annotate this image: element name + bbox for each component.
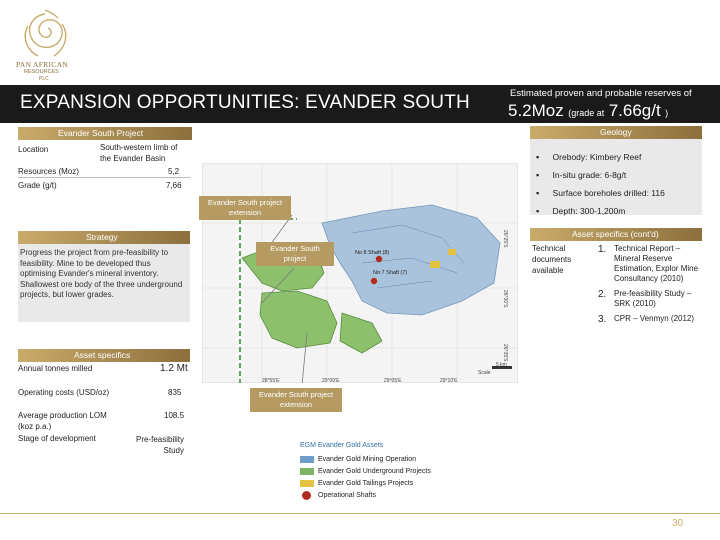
bullet-icon: ▪: [536, 188, 540, 198]
page-title: EXPANSION OPPORTUNITIES: EVANDER SOUTH: [20, 92, 470, 113]
document-item: [598, 314, 708, 325]
shaft-label: No 7 Shaft (7): [373, 270, 408, 276]
document-item: [598, 244, 708, 284]
callout-extension-bottom: Evander South project extension: [250, 388, 342, 412]
grade-suffix: ): [665, 108, 669, 118]
geology-item: [536, 147, 665, 165]
shaft-label: No 8 Shaft (8): [355, 250, 390, 256]
legend-swatch: [300, 480, 314, 487]
project-heading: Evander South Project: [18, 127, 192, 140]
document-text: Pre-feasibility Study – SRK (2010): [614, 289, 692, 308]
asset-row-label: Stage of development: [18, 434, 96, 443]
lon-label: 29°05'E: [384, 378, 402, 384]
divider: [18, 177, 190, 178]
asset-row-label: Average production LOM (koz p.a.): [18, 411, 107, 431]
asset-specifics-heading: Asset specifics: [18, 349, 190, 362]
document-item: [598, 289, 708, 309]
geology-item: [536, 165, 665, 183]
geology-item-text: Orebody: Kimbery Reef: [552, 152, 642, 162]
legend-heading: EGM Evander Gold Assets: [300, 442, 384, 449]
grade-label: Grade (g/t): [18, 181, 57, 190]
asset-row-value: 835: [168, 388, 182, 397]
logo-text-line2: RESOURCES: [24, 69, 59, 75]
document-text: CPR – Venmyn (2012): [614, 314, 695, 323]
grade-value-cell: 7,66: [166, 181, 182, 190]
logo-text-line1: PAN AFRICAN: [16, 60, 68, 69]
legend-item: [300, 490, 376, 501]
page-number: 30: [672, 518, 684, 529]
geology-list: [536, 147, 665, 219]
location-label: Location: [18, 145, 49, 154]
logo-emblem-icon: [14, 6, 76, 64]
tailings-project-area: [430, 261, 440, 268]
asset-row-label: Annual tonnes milled: [18, 364, 93, 373]
geology-item: [536, 183, 665, 201]
geology-item-text: Surface boreholes drilled: 116: [552, 188, 665, 198]
grade-value: 7.66g/t: [608, 101, 661, 120]
resources-value: 5,2: [168, 167, 180, 176]
location-value: South-western limb of the Evander Basin: [100, 143, 178, 163]
technical-documents-label: Technical documents available: [532, 244, 572, 275]
document-text: Technical Report – Mineral Reserve Estimation, Explor Mine Consultancy (2010): [614, 244, 699, 283]
logo-text-line3: PLC: [39, 76, 49, 82]
shaft-marker-icon: [302, 491, 311, 500]
company-logo: [14, 6, 76, 84]
lon-label: 29°00'E: [322, 378, 340, 384]
legend-label: Operational Shafts: [318, 492, 376, 499]
lat-label: 26°25'S: [502, 230, 508, 248]
lat-label: 26°35'S: [502, 344, 508, 362]
lat-label: 26°30'S: [502, 290, 508, 308]
legend-label: Evander Gold Mining Operation: [318, 456, 417, 463]
bullet-icon: ▪: [536, 152, 540, 162]
legend-label: Evander Gold Underground Projects: [318, 468, 431, 475]
asset-row-label: Operating costs (USD/oz): [18, 388, 110, 397]
legend-item: [300, 454, 416, 465]
asset-row-value: Pre-feasibility Study: [135, 435, 184, 455]
lon-label: 28°55'E: [262, 378, 280, 384]
geology-item-text: In-situ grade: 6-8g/t: [552, 170, 627, 180]
bullet-icon: ▪: [536, 206, 540, 216]
geology-item: [536, 201, 665, 219]
footer-divider: [0, 513, 720, 514]
reserves-moz: 5.2Moz: [508, 101, 564, 120]
tailings-project-area: [448, 249, 456, 255]
callout-extension-top: Evander South project extension: [199, 196, 291, 220]
strategy-text: Progress the project from pre-feasibility to feasibility. Mine to be developed thus optimising Evander's mineral inventory. Shallowest ore body of the three underground projects, but lower grades.: [20, 248, 183, 299]
list-number: 3.: [598, 314, 607, 325]
legend-swatch: [300, 468, 314, 475]
asset-row-value: 1.2 Mt: [160, 363, 188, 374]
geology-heading: Geology: [530, 126, 702, 139]
bullet-icon: ▪: [536, 170, 540, 180]
strategy-heading: Strategy: [18, 231, 190, 244]
scale-km-label: 5 km: [496, 362, 507, 368]
reserves-label: Estimated proven and probable reserves of: [510, 88, 692, 99]
grade-prefix: (grade at: [568, 108, 605, 118]
legend-item: [300, 478, 413, 489]
scale-label: Scale: [478, 370, 491, 376]
legend-item: [300, 466, 431, 477]
documents-list: [598, 244, 708, 325]
shaft-marker-icon: [376, 256, 382, 262]
geology-item-text: Depth: 300-1,200m: [552, 206, 626, 216]
callout-project: Evander South project: [256, 242, 334, 266]
list-number: 1.: [598, 244, 607, 255]
reserves-summary: [508, 101, 668, 121]
shaft-marker-icon: [371, 278, 377, 284]
lon-label: 29°10'E: [440, 378, 458, 384]
asset-specifics-contd-heading: Asset specifics (cont'd): [530, 228, 702, 241]
asset-row-value: 108.5: [164, 411, 185, 420]
resources-label: Resources (Moz): [18, 167, 79, 176]
legend-swatch: [300, 456, 314, 463]
legend-label: Evander Gold Tailings Projects: [318, 480, 414, 487]
list-number: 2.: [598, 289, 607, 300]
